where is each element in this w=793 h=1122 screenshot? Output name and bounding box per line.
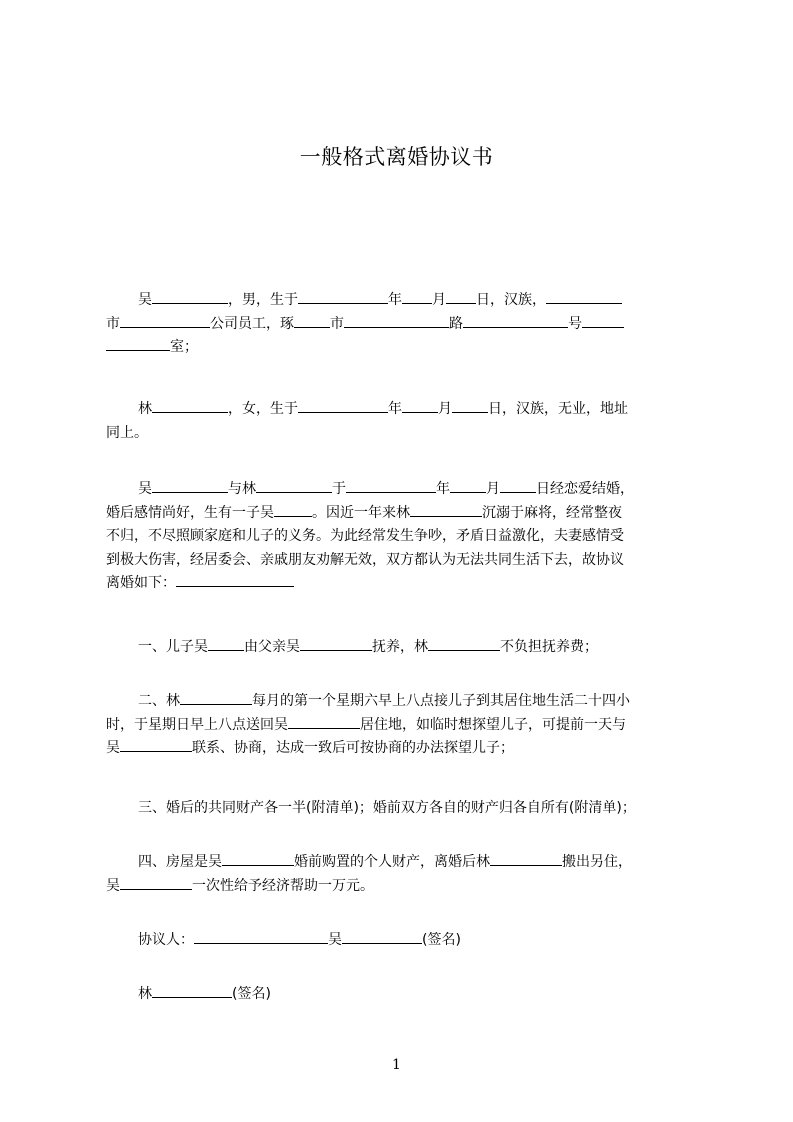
blank-field[interactable] bbox=[152, 289, 228, 304]
blank-field[interactable] bbox=[152, 478, 228, 493]
blank-field[interactable] bbox=[298, 289, 388, 304]
text: 不归，不尽照顾家庭和儿子的义务。为此经常发生争吵，矛盾日益激化，夫妻感情受 bbox=[106, 528, 624, 544]
text: 路 bbox=[449, 315, 463, 332]
text: 年 bbox=[388, 401, 402, 417]
text: 林 bbox=[138, 401, 152, 417]
text: 离婚如下： bbox=[106, 575, 176, 591]
text: ，男，生于 bbox=[228, 292, 298, 308]
blank-field[interactable] bbox=[256, 478, 332, 493]
text: 三、婚后的共同财产各一半(附清单)；婚前双方各自的财产归各自所有(附清单)； bbox=[138, 800, 636, 816]
text: 时，于星期日早上八点送回吴 bbox=[106, 716, 288, 733]
blank-field[interactable] bbox=[120, 313, 210, 328]
text: 每月的第一个星期六早上八点接儿子到其居住地生活二十四小 bbox=[252, 693, 630, 709]
party-lin-paragraph bbox=[106, 398, 700, 445]
blank-field[interactable] bbox=[546, 289, 622, 304]
blank-field[interactable] bbox=[294, 313, 330, 328]
text: 婚后感情尚好，生有一子吴 bbox=[106, 504, 274, 521]
signature-block bbox=[106, 929, 700, 953]
party-wu-paragraph bbox=[106, 289, 700, 360]
blank-field[interactable] bbox=[298, 398, 388, 413]
text: 与林 bbox=[228, 481, 256, 497]
clause-3 bbox=[106, 797, 700, 821]
blank-field[interactable] bbox=[490, 851, 562, 866]
text: 日，汉族，无业，地址 bbox=[488, 401, 628, 417]
blank-field[interactable] bbox=[500, 478, 536, 493]
text: 日，汉族， bbox=[476, 292, 546, 308]
text: (签名) bbox=[422, 932, 461, 948]
text: 年 bbox=[388, 292, 402, 308]
text: 月 bbox=[438, 401, 452, 417]
text: ，女，生于 bbox=[228, 401, 298, 417]
text: 于 bbox=[332, 481, 346, 497]
blank-field[interactable] bbox=[106, 336, 170, 351]
blank-field[interactable] bbox=[582, 313, 624, 328]
marriage-history-paragraph bbox=[106, 478, 700, 596]
text: 号 bbox=[568, 315, 582, 332]
blank-field[interactable] bbox=[208, 636, 244, 651]
text: 年 bbox=[436, 481, 450, 497]
blank-field[interactable] bbox=[344, 313, 449, 328]
text: 由父亲吴 bbox=[244, 639, 300, 655]
text: 协议人： bbox=[138, 932, 194, 948]
blank-field[interactable] bbox=[346, 478, 436, 493]
document-title: 一般格式离婚协议书 bbox=[299, 145, 494, 169]
blank-field[interactable] bbox=[288, 714, 360, 729]
blank-field[interactable] bbox=[452, 398, 488, 413]
blank-field[interactable] bbox=[446, 289, 476, 304]
clause-1 bbox=[106, 636, 700, 660]
blank-field[interactable] bbox=[300, 636, 372, 651]
text: 公司员工，琢 bbox=[210, 315, 294, 332]
text: 吴 bbox=[106, 877, 120, 894]
text: 同上。 bbox=[106, 424, 148, 441]
text: 。因近一年来林 bbox=[312, 504, 410, 521]
blank-field[interactable] bbox=[222, 851, 294, 866]
text: 一次性给予经济帮助一万元。 bbox=[192, 877, 374, 894]
text: 室； bbox=[170, 339, 198, 355]
text: 吴 bbox=[328, 932, 342, 948]
clause-2 bbox=[106, 690, 700, 761]
text: 沉溺于麻将，经常整夜 bbox=[482, 504, 622, 521]
page-number: 1 bbox=[392, 1057, 401, 1073]
text: 抚养，林 bbox=[372, 639, 428, 655]
text: 联系、协商，达成一致后可按协商的办法探望儿子； bbox=[192, 740, 514, 756]
text: 市 bbox=[106, 315, 120, 332]
blank-field[interactable] bbox=[402, 398, 438, 413]
signature-field[interactable] bbox=[194, 929, 328, 944]
text: 四、房屋是吴 bbox=[138, 854, 222, 870]
text: 二、林 bbox=[138, 693, 180, 709]
text: 吴 bbox=[106, 740, 120, 756]
blank-field[interactable] bbox=[450, 478, 486, 493]
signature-field[interactable] bbox=[152, 983, 232, 998]
blank-field[interactable] bbox=[180, 690, 252, 705]
blank-field[interactable] bbox=[410, 502, 482, 517]
text: 居住地，如临时想探望儿子，可提前一天与 bbox=[360, 716, 626, 733]
clause-4 bbox=[106, 851, 700, 898]
signature-block-lin bbox=[106, 983, 700, 1007]
text: 月 bbox=[432, 292, 446, 308]
text: 搬出另住， bbox=[562, 854, 632, 870]
blank-field[interactable] bbox=[152, 398, 228, 413]
signature-field[interactable] bbox=[342, 929, 422, 944]
text: 吴 bbox=[138, 481, 152, 497]
text: 到极大伤害，经居委会、亲戚朋友劝解无效，双方都认为无法共同生活下去，故协议 bbox=[106, 551, 624, 568]
text: 月 bbox=[486, 481, 500, 497]
text: 不负担抚养费； bbox=[500, 639, 598, 655]
blank-field[interactable] bbox=[463, 313, 568, 328]
blank-field[interactable] bbox=[120, 875, 192, 890]
blank-field[interactable] bbox=[120, 737, 192, 752]
text: 婚前购置的个人财产，离婚后林 bbox=[294, 854, 490, 870]
text: (签名) bbox=[232, 986, 271, 1002]
blank-field[interactable] bbox=[402, 289, 432, 304]
blank-field[interactable] bbox=[176, 572, 294, 587]
text: 一、儿子吴 bbox=[138, 639, 208, 655]
blank-field[interactable] bbox=[428, 636, 500, 651]
text: 日经恋爱结婚， bbox=[536, 481, 634, 497]
text: 市 bbox=[330, 315, 344, 332]
text: 林 bbox=[138, 986, 152, 1002]
text: 吴 bbox=[138, 292, 152, 308]
blank-field[interactable] bbox=[274, 502, 312, 517]
